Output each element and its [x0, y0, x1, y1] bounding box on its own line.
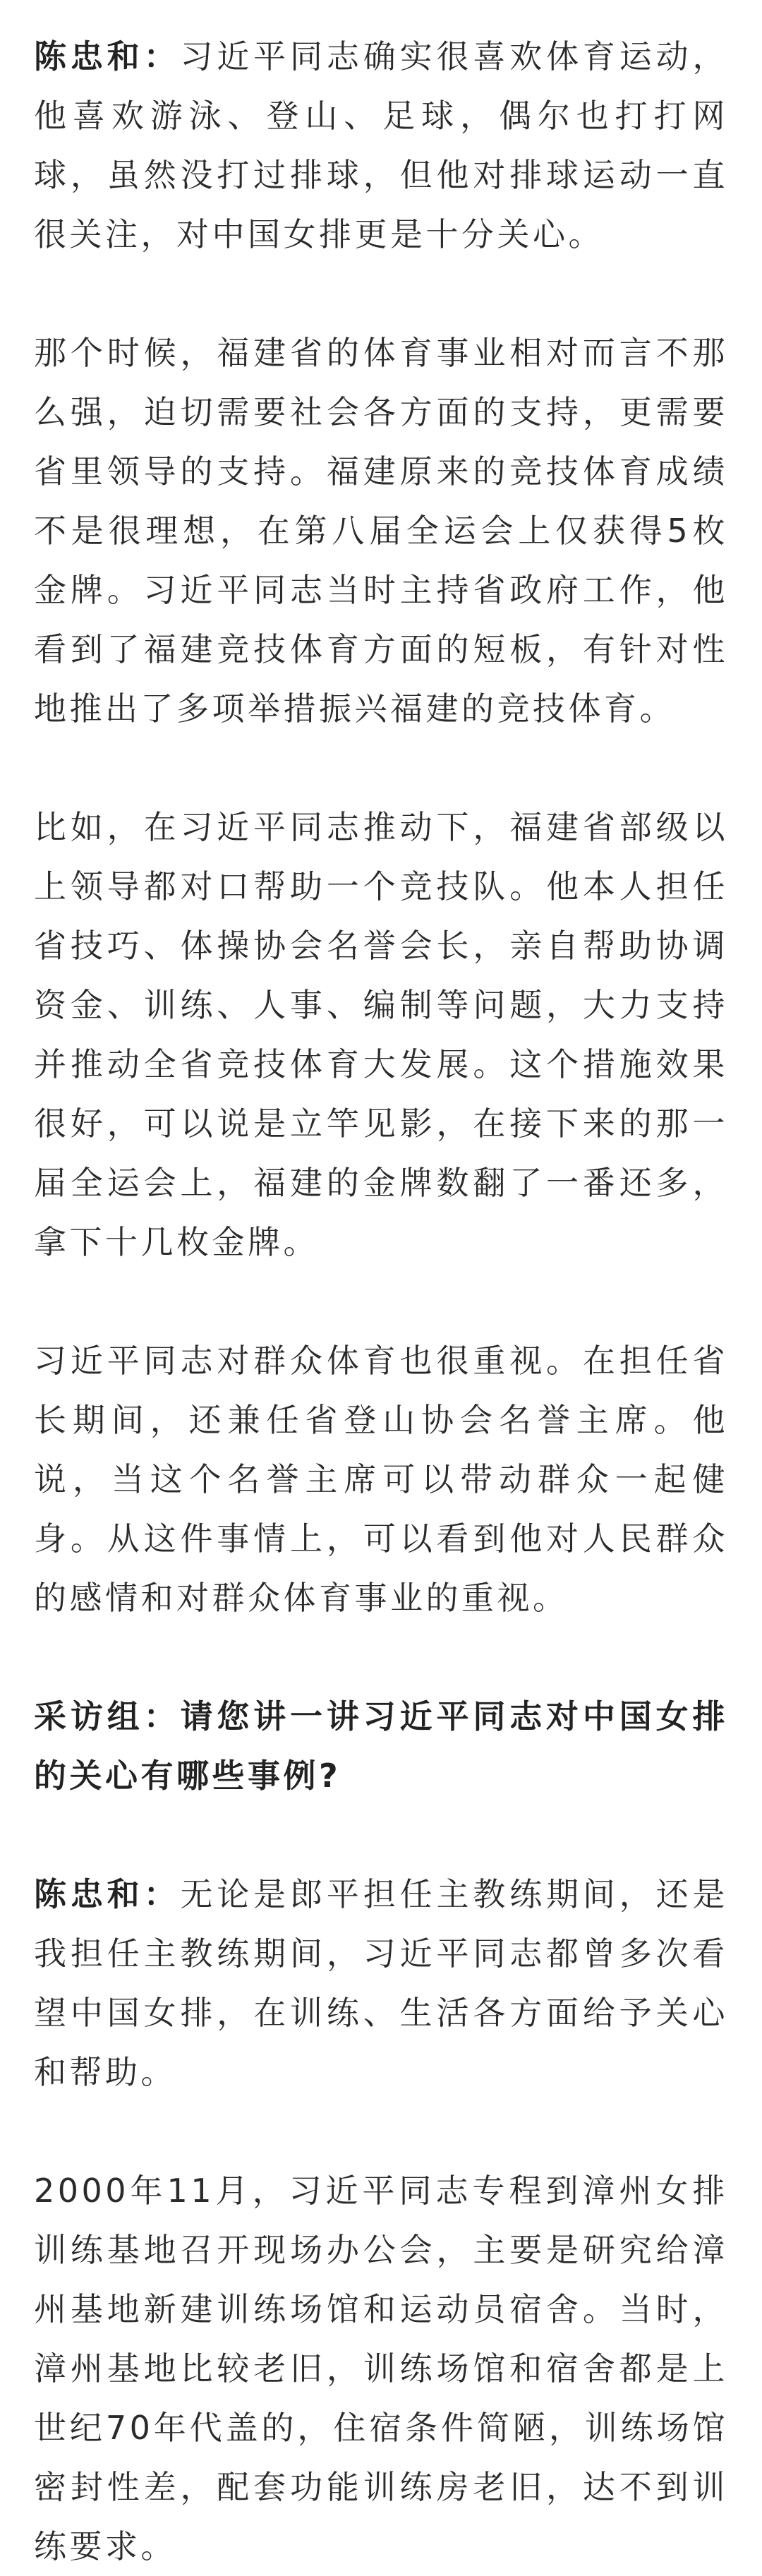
- paragraph-6: [34, 1865, 728, 2102]
- speaker-label: 陈忠和：: [34, 37, 181, 76]
- paragraph-text: 2000年11月，习近平同志专程到漳州女排训练基地召开现场办公会，主要是研究给漳州基地新建训练场馆和运动员宿舍。当时，漳州基地比较老旧，训练场馆和宿舍都是上世纪70年代盖的，住宿条件简陋，训练场馆密封性差，配套功能训练房老旧，达不到训练要求。: [34, 2172, 728, 2565]
- paragraph-1: [34, 27, 728, 264]
- paragraph-2: [34, 323, 728, 738]
- paragraph-text: 无论是郎平担任主教练期间，还是我担任主教练期间，习近平同志都曾多次看望中国女排，在训练、生活各方面给予关心和帮助。: [34, 1875, 729, 2091]
- question-text: 采访组：请您讲一讲习近平同志对中国女排的关心有哪些事例?: [34, 1697, 728, 1795]
- paragraph-text: 习近平同志对群众体育也很重视。在担任省长期间，还兼任省登山协会名誉主席。他说，当这个名誉主席可以带动群众一起健身。从这件事情上，可以看到他对人民群众的感情和对群众体育事业的重视。: [34, 1342, 728, 1617]
- paragraph-text: 那个时候，福建省的体育事业相对而言不那么强，迫切需要社会各方面的支持，更需要省里领导的支持。福建原来的竞技体育成绩不是很理想，在第八届全运会上仅获得5枚金牌。习近平同志当时主持省政府工作，他看到了福建竞技体育方面的短板，有针对性地推出了多项举措振兴福建的竞技体育。: [34, 334, 728, 728]
- paragraph-3: [34, 798, 728, 1272]
- speaker-label: 陈忠和：: [34, 1875, 181, 1913]
- paragraph-text: 习近平同志确实很喜欢体育运动，他喜欢游泳、登山、足球，偶尔也打打网球，虽然没打过排球，但他对排球运动一直很关注，对中国女排更是十分关心。: [34, 37, 729, 253]
- paragraph-4: [34, 1331, 728, 1627]
- paragraph-7: [34, 2161, 728, 2576]
- interview-question: [34, 1687, 728, 1805]
- paragraph-text: 比如，在习近平同志推动下，福建省部级以上领导都对口帮助一个竞技队。他本人担任省技巧、体操协会名誉会长，亲自帮助协调资金、训练、人事、编制等问题，大力支持并推动全省竞技体育大发展。这个措施效果很好，可以说是立竿见影，在接下来的那一届全运会上，福建的金牌数翻了一番还多，拿下十几枚金牌。: [34, 808, 728, 1261]
